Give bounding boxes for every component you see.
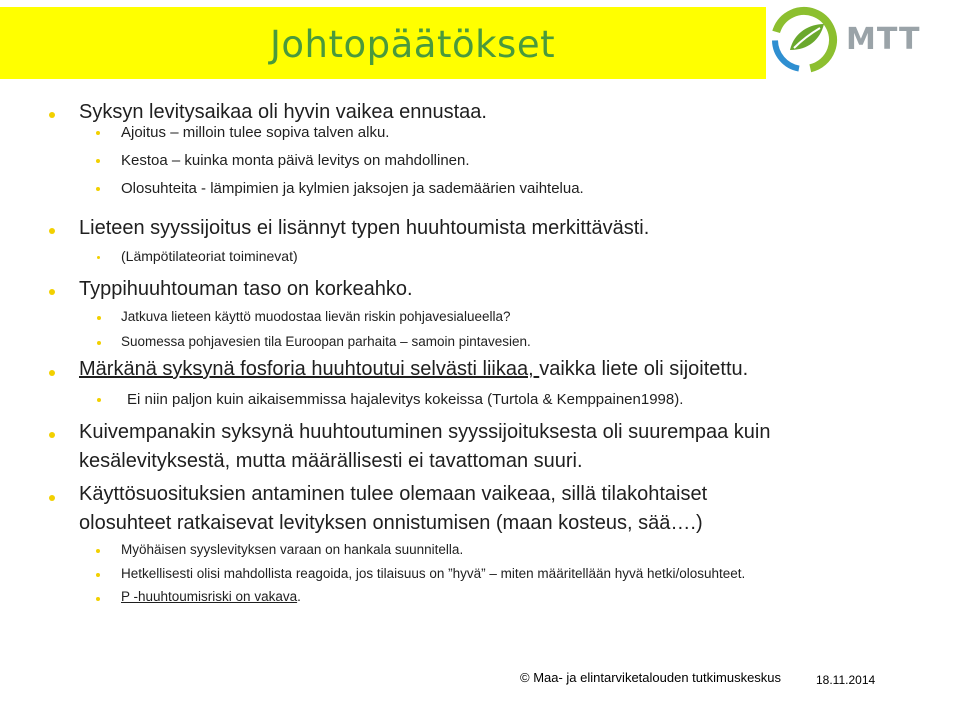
- bullet-icon: [96, 549, 100, 553]
- bullet-icon: [96, 573, 100, 577]
- list-item: [121, 589, 301, 604]
- list-item: Ajoitus – milloin tulee sopiva talven alku.: [121, 124, 390, 141]
- list-item: Kestoa – kuinka monta päivä levitys on mahdollinen.: [121, 152, 470, 169]
- bullet-icon: [49, 289, 55, 295]
- list-item: (Lämpötilateoriat toiminevat): [121, 248, 298, 264]
- list-item: Lieteen syyssijoitus ei lisännyt typen huuhtoumista merkittävästi.: [79, 217, 650, 239]
- list-item: Typpihuuhtouman taso on korkeahko.: [79, 278, 413, 300]
- list-item-text: .: [297, 589, 301, 604]
- bullet-icon: [96, 597, 100, 601]
- bullet-icon: [49, 228, 55, 234]
- list-item-line: kesälevityksestä, mutta määrällisesti ei tavattoman suuri.: [79, 450, 583, 472]
- list-item: [79, 358, 748, 381]
- bullet-icon: [96, 187, 100, 191]
- list-item-line: olosuhteet ratkaisevat levityksen onnistumisen (maan kosteus, sää….): [79, 512, 703, 534]
- bullet-icon: [96, 159, 100, 163]
- bullet-icon: [96, 131, 100, 135]
- bullet-icon: [97, 256, 100, 259]
- list-item: Suomessa pohjavesien tila Euroopan parhaita – samoin pintavesien.: [121, 334, 531, 349]
- list-item: [79, 418, 770, 476]
- bullet-icon: [49, 495, 55, 501]
- footer-date: 18.11.2014: [816, 673, 876, 687]
- footer-copyright: © Maa- ja elintarviketalouden tutkimuskeskus: [520, 670, 782, 685]
- list-item: Syksyn levitysaikaa oli hyvin vaikea ennustaa.: [79, 101, 487, 123]
- list-item: Olosuhteita ‑ lämpimien ja kylmien jaksojen ja sademäärien vaihtelua.: [121, 180, 584, 197]
- bullet-icon: [49, 112, 55, 118]
- list-item: [79, 480, 707, 538]
- page-title: Johtopäätökset: [270, 23, 556, 66]
- underlined-text: P -huuhtoumisriski on vakava: [121, 589, 298, 604]
- bullet-icon: [49, 370, 55, 376]
- bullet-icon: [97, 316, 101, 320]
- mtt-logo-text: MTT: [846, 22, 921, 57]
- list-item: Jatkuva lieteen käyttö muodostaa lievän riskin pohjavesialueella?: [121, 309, 511, 324]
- list-item: Myöhäisen syyslevityksen varaan on hankala suunnitella.: [121, 542, 464, 557]
- bullet-icon: [49, 432, 55, 438]
- list-item-line: Käyttösuosituksien antaminen tulee olemaan vaikeaa, sillä tilakohtaiset: [79, 483, 708, 505]
- mtt-logo-icon: [768, 4, 838, 74]
- list-item: Hetkellisesti olisi mahdollista reagoida, jos tilaisuus on ”hyvä” – miten määritellään hyvä hetki/olosuhteet.: [121, 566, 746, 581]
- list-item-text: vaikka liete oli sijoitettu.: [539, 358, 749, 380]
- bullet-icon: [97, 398, 101, 402]
- list-item-line: Kuivempanakin syksynä huuhtoutuminen syyssijoituksesta oli suurempaa kuin: [79, 421, 771, 443]
- underlined-text: Märkänä syksynä fosforia huuhtoutui selvästi liikaa,: [79, 358, 540, 380]
- bullet-icon: [97, 341, 101, 345]
- list-item: Ei niin paljon kuin aikaisemmissa hajalevitys kokeissa (Turtola & Kemppainen1998).: [127, 391, 684, 408]
